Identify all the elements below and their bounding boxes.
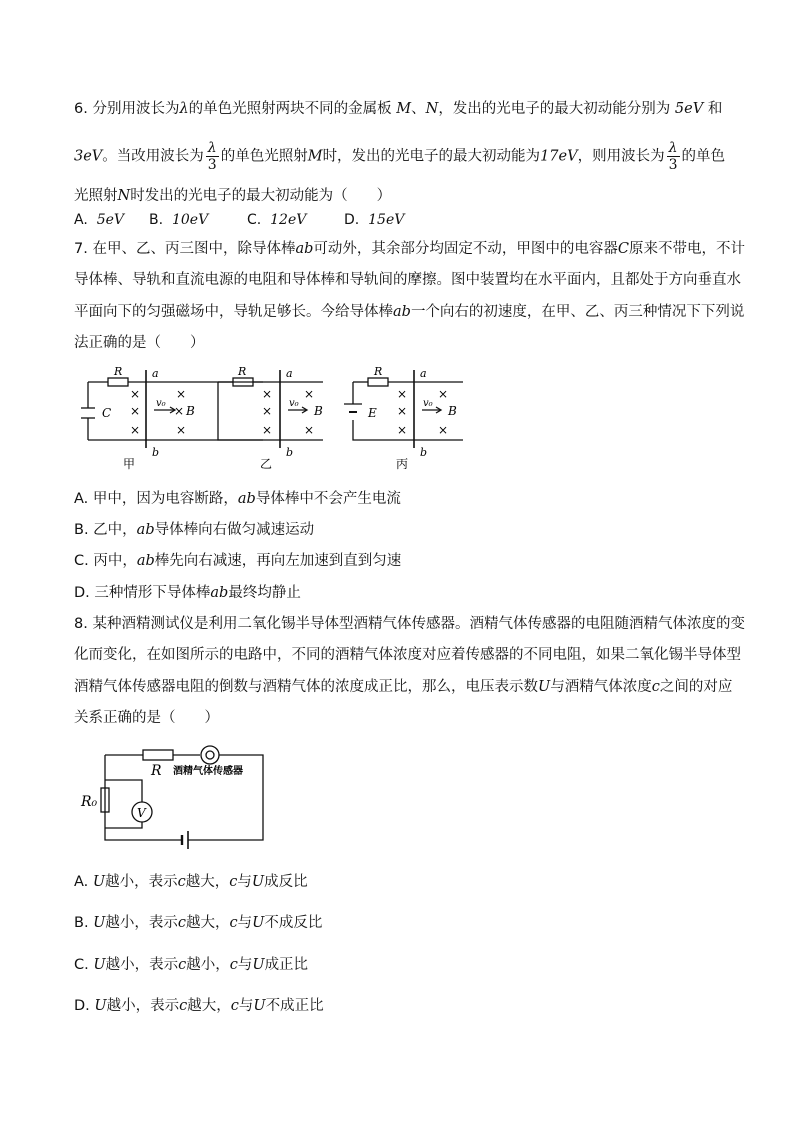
fig3-a-label: a: [420, 367, 427, 380]
q8-R0-label: R₀: [81, 794, 98, 810]
fig3-E-label: E: [368, 406, 377, 420]
q8-option-c[interactable]: C. U越小，表示c越小，c与U成正比: [74, 957, 309, 973]
fig1-R-label: R: [114, 365, 123, 378]
fig3-B-label: B: [448, 404, 457, 418]
fig3-cross: ×: [438, 423, 449, 437]
q6-option-d[interactable]: D. 15eV: [344, 212, 405, 228]
fig2-v0-label: v₀: [289, 398, 299, 409]
lambda-over-3-fraction-2: $\frac{\lambda}{3}$: [668, 140, 678, 173]
fig3-cross: ×: [397, 423, 408, 437]
q7-option-b[interactable]: B. 乙中，ab导体棒向右做匀减速运动: [74, 522, 315, 538]
fig3-b-label: b: [420, 446, 428, 459]
q7-line-3: 平面向下的匀强磁场中，导轨足够长。今给导体棒ab一个向右的初速度，在甲、乙、丙三种情况下下列说: [74, 304, 745, 320]
fig2-cross: ×: [304, 387, 315, 401]
q6-line-2: 3eV。当改用波长为 $\frac{\lambda}{3}$ 的单色光照射M时，发出的光电子的最大初动能为17eV，则用波长为 $\frac{\lambda}{3}$ 的单色: [74, 140, 725, 173]
q6-option-a[interactable]: A. 5eV: [74, 212, 124, 228]
fig1-cross: ×: [176, 423, 187, 437]
fig2-cross: ×: [262, 404, 273, 418]
q8-R-label: R: [151, 763, 162, 779]
q8-option-a[interactable]: A. U越小，表示c越大，c与U成反比: [74, 874, 308, 890]
fig1-C-label: C: [102, 406, 112, 420]
fig2-cross: ×: [304, 423, 315, 437]
q7-option-d[interactable]: D. 三种情形下导体棒ab最终均静止: [74, 585, 301, 601]
q8-option-b[interactable]: B. U越小，表示c越大，c与U不成反比: [74, 915, 323, 931]
fig3-caption-bing: 丙: [396, 457, 409, 471]
fig1-cross: ×: [130, 423, 141, 437]
fig1-cross: ×: [174, 404, 185, 418]
fig3-cross: ×: [438, 387, 449, 401]
q6-option-c[interactable]: C. 12eV: [247, 212, 307, 228]
q8-circuit-figure: [78, 740, 278, 860]
q7-circuits-figure: [78, 364, 478, 474]
voltmeter-icon: V: [137, 806, 146, 820]
q8-line-4: 关系正确的是（ ）: [74, 710, 219, 726]
fig1-B-label: B: [186, 404, 195, 418]
q8-line-3: 酒精气体传感器电阻的倒数与酒精气体的浓度成正比，那么，电压表示数U与酒精气体浓度c之间的对应: [74, 679, 733, 695]
fig2-R-label: R: [238, 365, 247, 378]
fig3-v0-label: v₀: [423, 398, 433, 409]
q6-line-1: 6. 分别用波长为λ的单色光照射两块不同的金属板 M、N，发出的光电子的最大初动能分别为 5eV 和: [74, 101, 723, 117]
fig3-cross: ×: [397, 387, 408, 401]
q6-line-3: 光照射N时发出的光电子的最大初动能为（ ）: [74, 188, 392, 204]
fig1-v0-label: v₀: [156, 398, 166, 409]
fig1-cross: ×: [176, 387, 187, 401]
fig1-caption-jia: 甲: [123, 457, 136, 471]
fig1-a-label: a: [152, 367, 159, 380]
q7-line-2: 导体棒、导轨和直流电源的电阻和导体棒和导轨间的摩擦。图中装置均在水平面内，且都处于方向垂直水: [74, 272, 741, 288]
q8-option-d[interactable]: D. U越小，表示c越大，c与U不成正比: [74, 998, 324, 1014]
fig3-cross: ×: [397, 404, 408, 418]
q7-line-4: 法正确的是（ ）: [74, 335, 205, 351]
q7-line-1: 7. 在甲、乙、丙三图中，除导体棒ab可动外，其余部分均固定不动，甲图中的电容器C原来不带电，不计: [74, 241, 745, 257]
fig1-b-label: b: [152, 446, 160, 459]
fig2-cross: ×: [262, 423, 273, 437]
q8-line-2: 化而变化，在如图所示的电路中，不同的酒精气体浓度对应着传感器的不同电阻，如果二氧化锡半导体型: [74, 647, 741, 663]
fig1-cross: ×: [130, 404, 141, 418]
fig2-cross: ×: [262, 387, 273, 401]
q8-sensor-label: 酒精气体传感器: [173, 766, 243, 777]
q7-option-c[interactable]: C. 丙中，ab棒先向右减速，再向左加速到直到匀速: [74, 553, 402, 569]
fig2-a-label: a: [286, 367, 293, 380]
q7-option-a[interactable]: A. 甲中，因为电容断路，ab导体棒中不会产生电流: [74, 491, 401, 507]
q8-line-1: 8. 某种酒精测试仪是利用二氧化锡半导体型酒精气体传感器。酒精气体传感器的电阻随酒精气体浓度的变: [74, 616, 745, 632]
fig2-caption-yi: 乙: [260, 457, 273, 471]
fig2-b-label: b: [286, 446, 294, 459]
lambda-over-3-fraction: $\frac{\lambda}{3}$: [207, 140, 217, 173]
fig3-R-label: R: [374, 365, 383, 378]
fig1-cross: ×: [130, 387, 141, 401]
fig2-B-label: B: [314, 404, 323, 418]
q6-option-b[interactable]: B. 10eV: [149, 212, 209, 228]
